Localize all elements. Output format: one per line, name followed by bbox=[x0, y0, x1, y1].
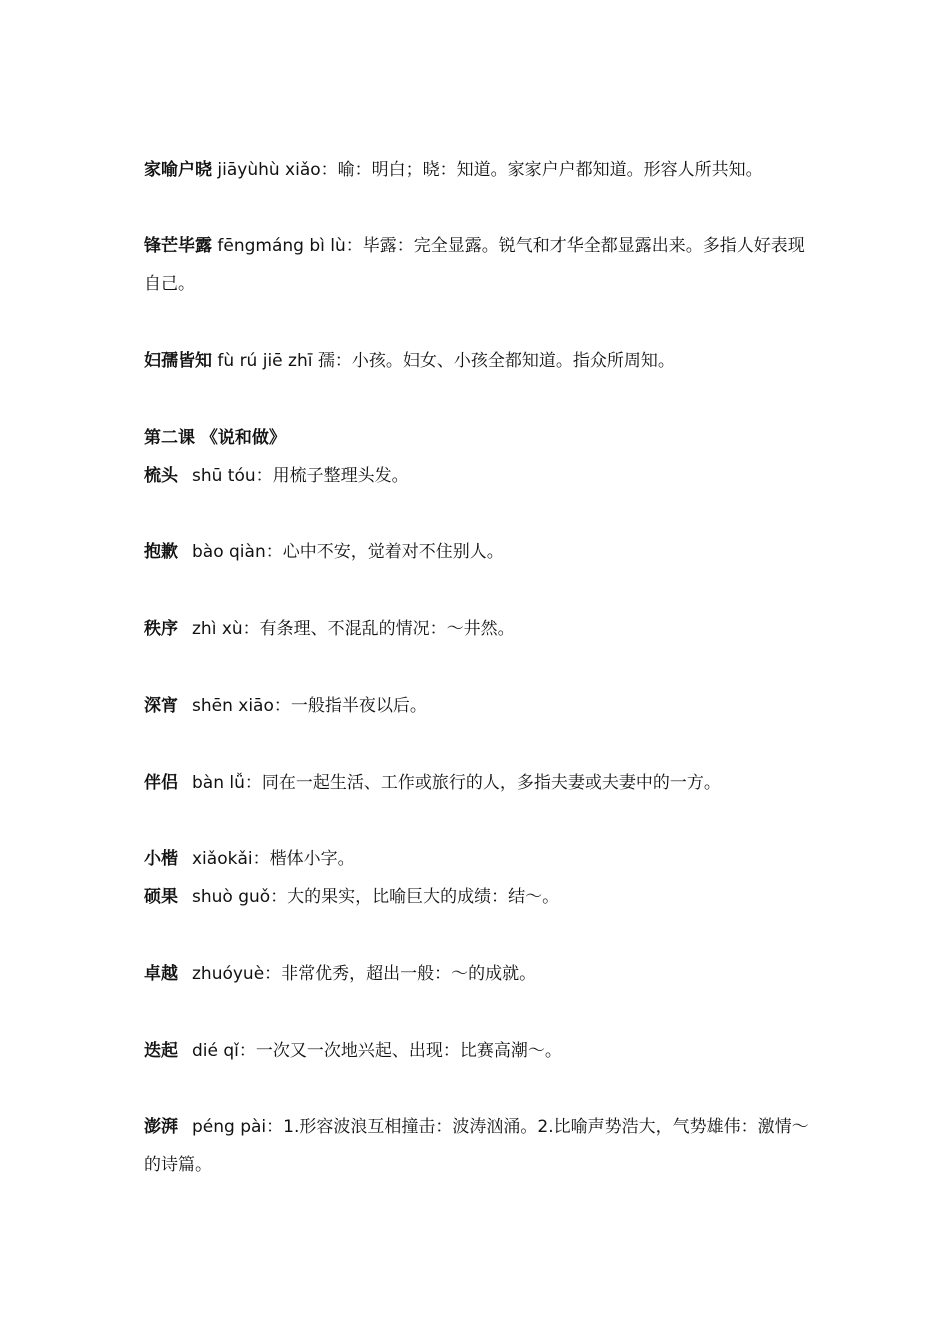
vocab-term: 秩序 bbox=[144, 619, 178, 639]
vocab-entry bbox=[144, 687, 809, 725]
vocab-entry bbox=[144, 1032, 809, 1070]
idiom-term: 锋芒毕露 bbox=[144, 236, 212, 256]
vocab-pinyin: shuò guǒ bbox=[192, 887, 271, 907]
vocab-pinyin: dié qǐ bbox=[192, 1041, 239, 1061]
vocab-pinyin: xiǎokǎi bbox=[192, 849, 253, 869]
vocab-definition: ：用梳子整理头发。 bbox=[255, 466, 409, 486]
vocab-entry bbox=[144, 533, 809, 571]
vocab-entry bbox=[144, 955, 809, 993]
vocab-pinyin: zhì xù bbox=[192, 619, 243, 639]
vocab-pinyin: zhuóyuè bbox=[192, 964, 265, 984]
vocab-term: 小楷 bbox=[144, 849, 178, 869]
idiom-definition: 孺：小孩。妇女、小孩全都知道。指众所周知。 bbox=[312, 351, 675, 371]
vocab-definition: ：一次又一次地兴起、出现：比赛高潮～。 bbox=[238, 1041, 562, 1061]
vocab-pinyin: shū tóu bbox=[192, 466, 256, 486]
vocab-pinyin: bào qiàn bbox=[192, 542, 266, 562]
vocab-entry bbox=[144, 610, 809, 648]
vocab-definition: ：大的果实，比喻巨大的成绩：结～。 bbox=[270, 887, 560, 907]
vocab-term: 伴侣 bbox=[144, 773, 178, 793]
vocab-entry bbox=[144, 457, 809, 495]
vocab-term: 硕果 bbox=[144, 887, 178, 907]
vocab-entry bbox=[144, 878, 809, 916]
vocab-definition: ：心中不安，觉着对不住别人。 bbox=[265, 542, 504, 562]
idiom-definition: ：毕露：完全显露。锐气和才华全都显露出来。多指人好表现自己。 bbox=[144, 236, 805, 294]
idiom-pinyin: fēngmáng bì lù bbox=[217, 236, 346, 256]
vocab-definition: ：楷体小字。 bbox=[252, 849, 355, 869]
idiom-entry bbox=[144, 342, 809, 380]
vocab-pinyin: péng pài bbox=[192, 1117, 267, 1137]
vocab-term: 迭起 bbox=[144, 1041, 178, 1061]
vocab-entry bbox=[144, 1108, 809, 1184]
idiom-pinyin: fù rú jiē zhī bbox=[217, 351, 313, 371]
idiom-term: 妇孺皆知 bbox=[144, 351, 212, 371]
vocab-definition: ：同在一起生活、工作或旅行的人，多指夫妻或夫妻中的一方。 bbox=[244, 773, 721, 793]
vocab-definition: ：1.形容波浪互相撞击：波涛汹涌。2.比喻声势浩大，气势雄伟：激情～的诗篇。 bbox=[144, 1117, 809, 1175]
idiom-definition: ：喻：明白；晓：知道。家家户户都知道。形容人所共知。 bbox=[320, 160, 763, 180]
vocab-entry bbox=[144, 840, 809, 878]
vocab-entry bbox=[144, 764, 809, 802]
vocab-definition: ：有条理、不混乱的情况：～井然。 bbox=[242, 619, 515, 639]
vocab-term: 深宵 bbox=[144, 696, 178, 716]
vocab-definition: ：非常优秀，超出一般：～的成就。 bbox=[264, 964, 537, 984]
idiom-entry bbox=[144, 227, 809, 303]
idiom-entry bbox=[144, 151, 809, 189]
vocab-term: 梳头 bbox=[144, 466, 178, 486]
vocab-term: 澎湃 bbox=[144, 1117, 178, 1137]
vocab-term: 卓越 bbox=[144, 964, 178, 984]
idiom-pinyin: jiāyùhù xiǎo bbox=[217, 160, 321, 180]
idiom-term: 家喻户晓 bbox=[144, 160, 212, 180]
lesson-heading: 第二课 《说和做》 bbox=[144, 428, 286, 448]
vocab-pinyin: shēn xiāo bbox=[192, 696, 274, 716]
vocab-definition: ：一般指半夜以后。 bbox=[273, 696, 427, 716]
vocab-pinyin: bàn lǚ bbox=[192, 773, 245, 793]
vocab-term: 抱歉 bbox=[144, 542, 178, 562]
